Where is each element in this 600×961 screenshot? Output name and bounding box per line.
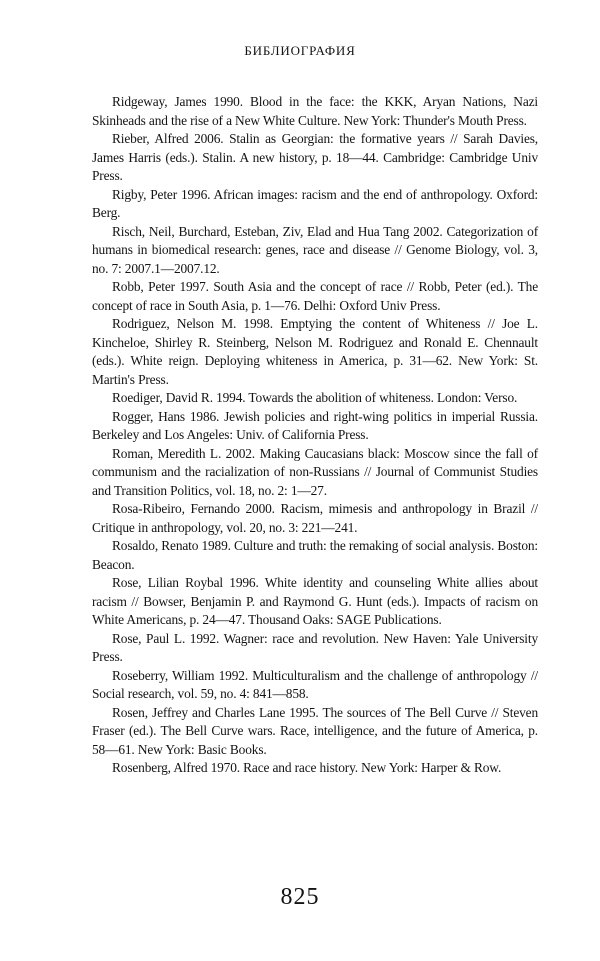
bibliography-entry: Robb, Peter 1997. South Asia and the concept of race // Robb, Peter (ed.). The concept of race in South Asia, p. 1—76. Delhi: Oxford Univ Press. <box>92 279 538 313</box>
bibliography-entry: Rose, Paul L. 1992. Wagner: race and revolution. New Haven: Yale University Press. <box>92 630 538 664</box>
bibliography-entry: Rosen, Jeffrey and Charles Lane 1995. The sources of The Bell Curve // Steven Fraser (ed.). The Bell Curve wars. Race, intelligence, and the future of America, p. 58—61. New York: Basic Books. <box>92 704 538 757</box>
bibliography-entry: Rosa-Ribeiro, Fernando 2000. Racism, mimesis and anthropology in Brazil // Critique in anthropology, vol. 20, no. 3: 221—241. <box>92 501 538 535</box>
bibliography-entry: Roseberry, William 1992. Multiculturalism and the challenge of anthropology // Social research, vol. 59, no. 4: 841—858. <box>92 667 538 701</box>
running-head: БИБЛИОГРАФИЯ <box>244 43 356 58</box>
page-number: 825 <box>280 884 320 910</box>
bibliography-entry: Rodriguez, Nelson M. 1998. Emptying the content of Whiteness // Joe L. Kincheloe, Shirley R. Steinberg, Nelson M. Rodriguez and Ronald E. Chennault (eds.). White reign. Deploying whiteness in America, p. 31—62. New York: St. Martin's Press. <box>92 316 538 387</box>
bibliography-entry: Roediger, David R. 1994. Towards the abolition of whiteness. London: Verso. <box>112 390 518 405</box>
bibliography-entry: Rose, Lilian Roybal 1996. White identity and counseling White allies about racism // Bowser, Benjamin P. and Raymond G. Hunt (eds.). Impacts of racism on White Americans, p. 24—47. Thousand Oaks: SAGE Publications. <box>92 575 538 627</box>
bibliography-entry: Risch, Neil, Burchard, Esteban, Ziv, Elad and Hua Tang 2002. Categorization of humans in biomedical research: genes, race and disease // Genome Biology, vol. 3, no. 7: 2007.1—2007.12. <box>92 223 538 276</box>
bibliography-entry: Rogger, Hans 1986. Jewish policies and right-wing politics in imperial Russia. Berkeley and Los Angeles: Univ. of California Press. <box>92 408 538 442</box>
bibliography-list <box>92 93 538 778</box>
bibliography-entry: Rieber, Alfred 2006. Stalin as Georgian: the formative years // Sarah Davies, James Harris (eds.). Stalin. A new history, p. 18—44. Cambridge: Cambridge Univ Press. <box>92 131 538 183</box>
bibliography-entry: Rosaldo, Renato 1989. Culture and truth: the remaking of social analysis. Boston: Beacon. <box>92 538 538 572</box>
bibliography-entry: Rigby, Peter 1996. African images: racism and the end of anthropology. Oxford: Berg. <box>92 186 538 220</box>
bibliography-entry: Roman, Meredith L. 2002. Making Caucasians black: Moscow since the fall of communism and the racialization of non-Russians // Journal of Communist Studies and Transition Politics, vol. 18, no. 2: 1—27. <box>92 445 538 498</box>
bibliography-entry: Rosenberg, Alfred 1970. Race and race history. New York: Harper & Row. <box>112 760 502 775</box>
bibliography-entry: Ridgeway, James 1990. Blood in the face: the KKK, Aryan Nations, Nazi Skinheads and the rise of a New White Culture. New York: Thunder's Mouth Press. <box>92 94 538 128</box>
